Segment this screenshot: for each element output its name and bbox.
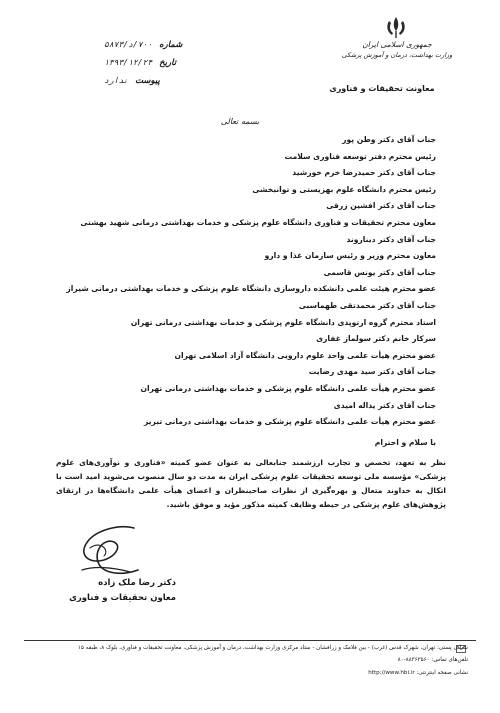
recipient-line: سرکار خانم دکتر سولماز غفاری xyxy=(316,334,436,344)
footer-address: نشانی پستی: تهران، شهرک قدس (غرب) - بین فلامک و زرافشان - ستاد مرکزی وزارت بهداشت، درمان و آموزش پزشکی، معاونت تحقیقات و فناوری، بلوک ۸، طبقه ۱۵ xyxy=(77,645,468,651)
letter-number-value: ۷۰۰/د/۵۸۷۳ xyxy=(104,40,153,49)
ministry-name-line1: جمهوری اسلامی ایران xyxy=(362,40,432,49)
signer-name: دکتر رضا ملک زاده xyxy=(98,578,176,588)
recipient-line: عضو محترم هیئت علمی دانشکده داروسازی دانشگاه علوم پزشکی و خدمات بهداشتی درمانی شیراز xyxy=(66,284,436,294)
letter-body: نظر به تعهد، تخصص و تجارب ارزشمند جنابعالی به عنوان عضو کمیته «فناوری و نوآوری‌های علوم پزشکی» مؤسسه ملی توسعه تحقیقات علوم پزشکی ایران به مدت دو سال منصوب می‌شوید امید است با اتکال به خداوند متعال و بهره‌گیری از نظرات صاحبنظران و اعضای هیأت علمی دانشگاه‌ها در ارتقای پژوهش‌های علوم پزشکی در حیطه وظایف کمیته مذکور مؤید و موفق باشید. xyxy=(56,458,446,509)
footer-phone: تلفن‌های تماس: ۸۸۳۶۳۵۶۰-۸۰ xyxy=(397,657,468,663)
recipient-line: استاد محترم گروه ارتوپدی دانشگاه علوم پزشکی و خدمات بهداشتی درمانی تهران xyxy=(130,317,436,327)
signer-title: معاون تحقیقات و فناوری xyxy=(69,593,176,603)
footer-divider xyxy=(24,640,476,641)
recipient-line: عضو محترم هیأت علمی واحد علوم دارویی دانشگاه آزاد اسلامی تهران xyxy=(174,350,436,360)
letter-attachment-label: پیوست xyxy=(135,76,160,86)
letter-date xyxy=(104,58,176,68)
letter-attachment-value: ندارد xyxy=(104,76,129,85)
recipient-line: جناب آقای دکتر یونس قاسمی xyxy=(323,267,436,277)
letter-number-label: شماره xyxy=(159,40,183,50)
recipient-line: عضو محترم هیأت علمی دانشگاه علوم پزشکی و خدمات بهداشتی درمانی تهران xyxy=(140,383,436,393)
recipient-line: عضو محترم هیأت علمی دانشگاه علوم پزشکی و خدمات بهداشتی درمانی تبریز xyxy=(143,417,436,427)
recipient-list xyxy=(66,132,436,431)
ministry-name-line2: وزارت بهداشت، درمان و آموزش پزشکی xyxy=(341,51,453,59)
deputy-title: معاونت تحقیقات و فناوری xyxy=(329,84,435,93)
recipient-line: جناب آقای دکتر وطن پور xyxy=(342,135,436,144)
recipient-line: جناب آقای دکتر دیناروند xyxy=(346,234,436,244)
recipient-line: رئیس محترم دفتر توسعه فناوری سلامت xyxy=(284,151,436,161)
greeting: با سلام و احترام xyxy=(374,438,436,447)
letter-date-label: تاریخ xyxy=(159,58,177,68)
recipient-line: جناب آقای دکتر افشین زرقی xyxy=(326,201,436,211)
bismillah-heading: بسمه تعالی xyxy=(220,117,260,126)
recipient-line: رئیس محترم دانشگاه علوم بهزیستی و توانبخشی xyxy=(252,184,436,194)
footer-website: نشانی صفحه اینترنتی: http://www.hbi.ir xyxy=(368,670,468,676)
recipient-line: جناب آقای دکتر محمدتقی طهماسبی xyxy=(298,300,436,310)
recipient-line: جناب آقای دکتر سید مهدی رضایت xyxy=(308,367,436,377)
letter-attachment xyxy=(104,76,160,86)
letter-number xyxy=(104,40,182,50)
recipient-line: معاون محترم وزیر و رئیس سازمان غذا و دارو xyxy=(264,251,436,261)
letter-date-value: ۱۳۹۳/۱۲/۲۴ xyxy=(104,58,153,67)
recipient-line: جناب آقای دکتر یداله امیدی xyxy=(333,400,436,410)
iran-emblem-icon xyxy=(383,15,409,41)
recipient-line: جناب آقای دکتر حمیدرضا خرم خورشید xyxy=(292,168,436,178)
recipient-line: معاون محترم تحقیقات و فناوری دانشگاه علوم پزشکی و خدمات بهداشتی درمانی شهید بهشتی xyxy=(80,217,436,227)
